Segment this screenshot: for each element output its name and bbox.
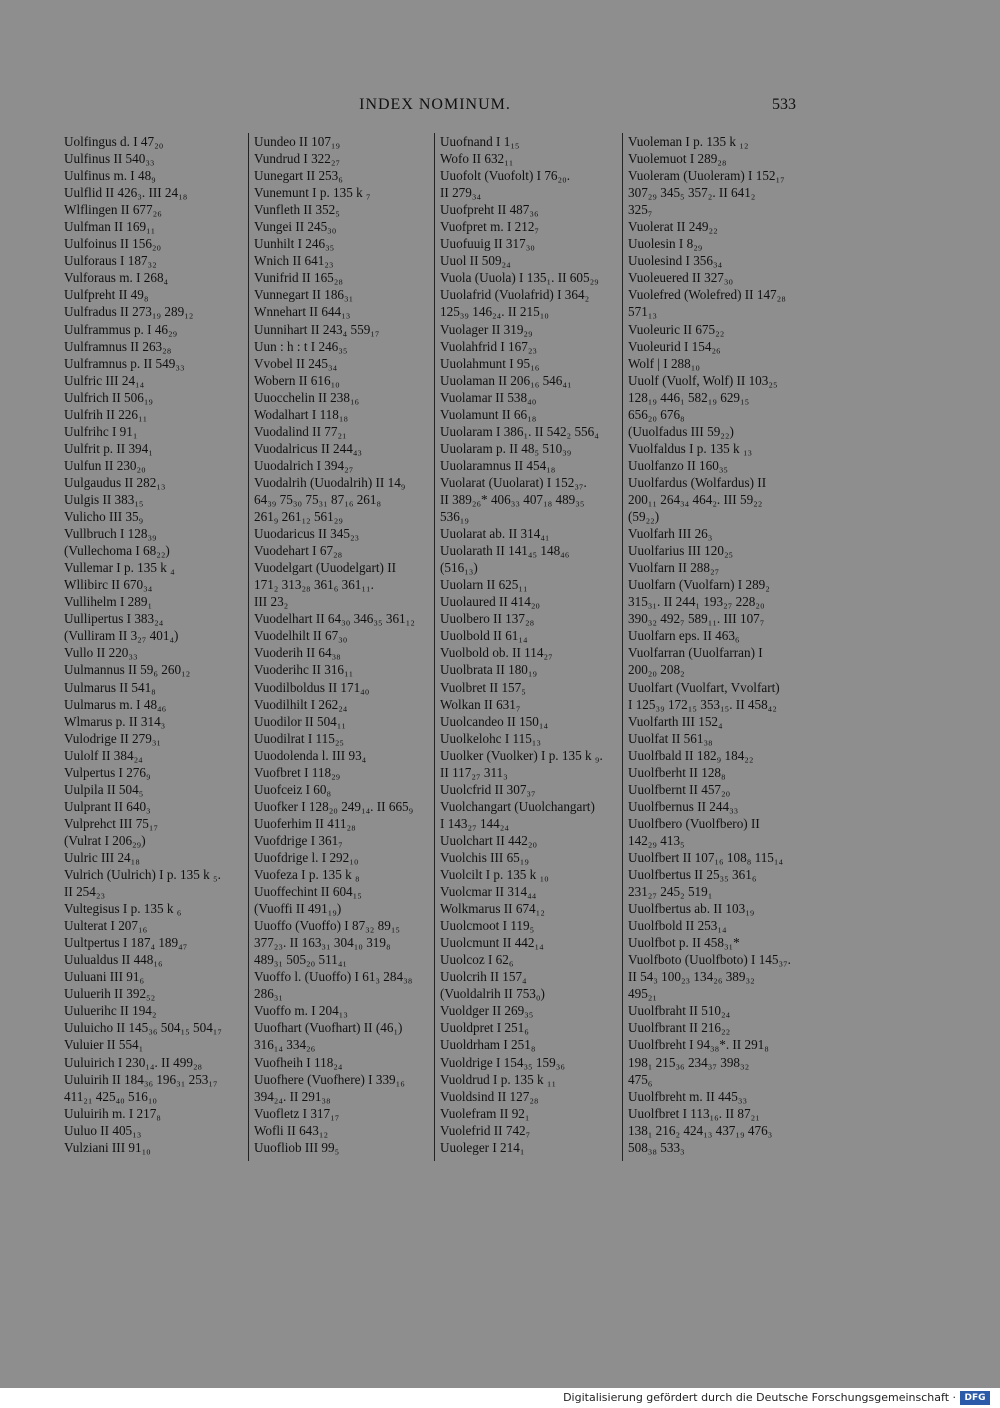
index-entry: 536₁₉ <box>440 509 469 525</box>
index-entry: Uulforaus I 187₃₂ <box>64 253 157 269</box>
index-entry: Uuolarat ab. II 314₄₁ <box>440 526 550 542</box>
index-entry: 656₂₀ 676₈ <box>628 406 685 422</box>
index-entry: Vuoderih II 64₃₈ <box>254 645 341 661</box>
index-entry: Vuofletz I 317₁₇ <box>254 1105 340 1121</box>
index-entry: 231₂₇ 245₂ 519₁ <box>628 884 713 900</box>
index-entry: 394₂₄. II 291₃₈ <box>254 1088 331 1104</box>
index-entry: 495₂₁ <box>628 986 657 1002</box>
index-entry: Uuluirich I 230₁₄. II 499₂₈ <box>64 1054 203 1070</box>
index-entry: Uuolchart II 442₂₀ <box>440 832 538 848</box>
index-entry: Vuodelhilt II 67₃₀ <box>254 628 348 644</box>
index-entry: Uuodalrich I 394₂₇ <box>254 457 354 473</box>
index-entry: 200₂₀ 208₂ <box>628 662 685 678</box>
index-entry: Uuolafrid (Vuolafrid) I 364₂ <box>440 287 590 303</box>
index-entry: Vuolemuot I 289₂₈ <box>628 151 727 167</box>
index-entry: Vulrich (Uulrich) I p. 135 k ₅. <box>64 867 221 883</box>
index-entry: Uuolcmoot I 119₅ <box>440 918 535 934</box>
index-entry: Vuolarat (Uuolarat) I 152₃₇. <box>440 474 587 490</box>
index-entry: Uuolaram I 386₁. II 542₂ 556₄ <box>440 423 599 439</box>
index-entry: (516₁₃) <box>440 560 478 576</box>
index-entry: Uuolcrih II 157₄ <box>440 969 527 985</box>
index-entry: Vuolager II 319₂₉ <box>440 321 533 337</box>
index-entry: Uulterat I 207₁₆ <box>64 918 148 934</box>
index-entry: 198₁ 215₃₆ 234₃₇ 398₃₂ <box>628 1054 750 1070</box>
index-entry: Wlflingen II 677₂₆ <box>64 202 162 218</box>
index-entry: Uulualdus II 448₁₆ <box>64 952 163 968</box>
index-entry: Uulfrich II 506₁₉ <box>64 389 154 405</box>
index-entry: Wllibirc II 670₃₄ <box>64 577 153 593</box>
index-entry: Uuolfbernt II 457₂₀ <box>628 781 731 797</box>
index-entry: Vultegisus I p. 135 k ₆ <box>64 901 182 917</box>
index-entry: Uulmarus II 541₈ <box>64 679 156 695</box>
index-entry: (Vullechoma I 68₂₂) <box>64 543 170 559</box>
index-entry: I 143₂₇ 144₂₄ <box>440 815 509 831</box>
index-entry: Wodalhart I 118₁₈ <box>254 406 349 422</box>
index-entry: Vullemar I p. 135 k ₄ <box>64 560 175 576</box>
index-entry: Uulric III 24₁₈ <box>64 849 140 865</box>
index-entry: Uuofnand I 1₁₅ <box>440 134 520 149</box>
index-entry: Uulmarus m. I 48₄₆ <box>64 696 167 712</box>
index-entry: Uuolfarn (Vuolfarn) I 289₂ <box>628 577 770 593</box>
index-entry: Uulfoinus II 156₂₀ <box>64 236 162 252</box>
index-entry: Uultpertus I 187₄ 189₄₇ <box>64 935 188 951</box>
index-entry: 286₃₁ <box>254 986 283 1002</box>
index-entry: Uunhilt I 246₃₅ <box>254 236 335 252</box>
index-entry: Uuodilrat I 115₂₅ <box>254 730 345 746</box>
index-entry: Uulolf II 384₂₄ <box>64 747 143 763</box>
index-entry: 475₆ <box>628 1071 653 1087</box>
index-entry: 325₇ <box>628 202 653 218</box>
index-entry: Vuodilboldus II 171₄₀ <box>254 679 370 695</box>
index-entry: Vuolfarh III 26₃ <box>628 526 713 542</box>
index-entry: Vuoleuric II 675₂₂ <box>628 321 725 337</box>
index-entry: Vuolerat II 249₂₂ <box>628 219 718 235</box>
index-entry: Uulfradus II 273₁₉ 289₁₂ <box>64 304 194 320</box>
index-entry: (59₂₂) <box>628 509 660 525</box>
index-entry: Vungei II 245₃₀ <box>254 219 337 235</box>
footer-bar <box>0 1388 1000 1408</box>
index-entry: Uuofdrige l. I 292₁₀ <box>254 849 359 865</box>
index-entry: Uuolcoz I 62₆ <box>440 952 514 968</box>
index-entry: Uuolfbraht II 510₂₄ <box>628 1003 731 1019</box>
index-entry: Uuolarn II 625₁₁ <box>440 577 528 593</box>
index-column-4 <box>628 133 810 1156</box>
index-entry: Vuolefram II 92₁ <box>440 1105 530 1121</box>
index-entry: Uuolfat II 561₃₈ <box>628 730 713 746</box>
index-entry: Uunnihart II 243₄ 559₁₇ <box>254 321 380 337</box>
index-entry: Uuoldrham I 251₈ <box>440 1037 536 1053</box>
index-entry: Uunegart II 253₆ <box>254 168 343 184</box>
index-entry: 571₁₃ <box>628 304 657 320</box>
index-entry: Vuolefrid II 742₇ <box>440 1122 531 1138</box>
index-entry: Wnich II 641₂₃ <box>254 253 334 269</box>
index-entry: 125₃₉ 146₂₄. II 215₁₀ <box>440 304 549 320</box>
index-entry: (Uuolfadus III 59₂₂) <box>628 423 734 439</box>
index-entry: Uuolarath II 141₄₅ 148₄₆ <box>440 543 570 559</box>
index-entry: Uuolfbrant II 216₂₂ <box>628 1020 731 1036</box>
index-entry: Vuolbret II 157₅ <box>440 679 526 695</box>
index-entry: Vuluier II 554₁ <box>64 1037 144 1053</box>
index-entry: Uuolahmunt I 95₁₆ <box>440 355 540 371</box>
index-entry: Uuolesind I 356₃₄ <box>628 253 723 269</box>
index-entry: Uulfinus II 540₃₃ <box>64 151 155 167</box>
index-entry: Uuodaricus II 345₂₃ <box>254 526 360 542</box>
index-entry: Uulframnus II 263₂₈ <box>64 338 172 354</box>
index-entry: Uuolbero II 137₂₈ <box>440 611 535 627</box>
index-entry: Vuoldger II 269₃₅ <box>440 1003 534 1019</box>
index-entry: Uuofceiz I 60₈ <box>254 781 332 797</box>
index-entry: Uulpila II 504₅ <box>64 781 144 797</box>
index-entry: Uuolaured II 414₂₀ <box>440 594 541 610</box>
index-entry: Uulframnus p. II 549₃₃ <box>64 355 185 371</box>
index-entry: Uuolfbald II 182₉ 184₂₂ <box>628 747 754 763</box>
index-entry: Uulfpreht II 49₈ <box>64 287 149 303</box>
index-entry: II 254₂₃ <box>64 884 106 900</box>
index-entry: Vuolfarn II 288₂₇ <box>628 560 720 576</box>
index-entry: Uuodilor II 504₁₁ <box>254 713 346 729</box>
index-entry: Uulfrihc I 91₁ <box>64 423 138 439</box>
index-entry: Vuolfboto (Uuolfboto) I 145₃₇. <box>628 952 791 968</box>
index-entry: Vuodelhart II 64₃₀ 346₃₅ 361₁₂ <box>254 611 415 627</box>
index-entry: Vullo II 220₃₃ <box>64 645 138 661</box>
index-entry: Vuolcilt I p. 135 k ₁₀ <box>440 867 549 883</box>
column-divider <box>248 133 249 1161</box>
index-entry: 508₃₈ 533₃ <box>628 1139 685 1155</box>
index-entry: Uuolbrata II 180₁₉ <box>440 662 538 678</box>
index-entry: Vuolbold ob. II 114₂₇ <box>440 645 553 661</box>
index-entry: Uuluerihc II 194₂ <box>64 1003 157 1019</box>
index-entry: 377₂₃. II 163₃₁ 304₁₀ 319₈ <box>254 935 391 951</box>
index-entry: Vuolcmar II 314₄₄ <box>440 884 537 900</box>
index-entry: Uuluicho II 145₃₆ 504₁₅ 504₁₇ <box>64 1020 222 1036</box>
index-entry: Vulprehct III 75₁₇ <box>64 815 159 831</box>
index-entry: 171₂ 313₂₈ 361₆ 361₁₁. <box>254 577 374 593</box>
index-entry: Vuolchangart (Uuolchangart) <box>440 798 595 814</box>
index-entry: Uuolker (Vuolker) I p. 135 k ₉. <box>440 747 603 763</box>
index-entry: Uuluo II 405₁₃ <box>64 1122 142 1138</box>
index-entry: 315₃₁. II 244₁ 193₂₇ 228₂₀ <box>628 594 765 610</box>
index-entry: Vuolamunt II 66₁₈ <box>440 406 537 422</box>
index-entry: Uuoleger I 214₁ <box>440 1139 525 1155</box>
index-entry: Vuoleurid I 154₂₆ <box>628 338 721 354</box>
index-entry: Uundeo II 107₁₉ <box>254 134 341 149</box>
dfg-logo: DFG <box>960 1391 990 1405</box>
index-entry: Uuolesin I 8₂₉ <box>628 236 703 252</box>
column-divider <box>434 133 435 1161</box>
index-entry: Wolf | I 288₁₀ <box>628 355 700 371</box>
index-entry: 142₂₉ 413₅ <box>628 832 685 848</box>
index-entry: Uuolcmunt II 442₁₄ <box>440 935 544 951</box>
index-entry: Uuolfbold II 253₁₄ <box>628 918 727 934</box>
index-entry: Uulprant II 640₃ <box>64 798 151 814</box>
index-entry: Vulforaus m. I 268₄ <box>64 270 169 286</box>
index-entry: Uuolcfrid II 307₃₇ <box>440 781 536 797</box>
index-entry: Wolkmarus II 674₁₂ <box>440 901 545 917</box>
index-entry: Uuolkelohc I 115₁₃ <box>440 730 541 746</box>
index-entry: Vundrud I 322₂₇ <box>254 151 341 167</box>
index-entry: Vulodrige II 279₃₁ <box>64 730 162 746</box>
index-entry: 390₃₂ 492₇ 589₁₁. III 107₇ <box>628 611 765 627</box>
index-entry: I 125₃₉ 172₁₅ 353₁₅. II 458₄₂ <box>628 696 777 712</box>
index-entry: Uuolfarn eps. II 463₆ <box>628 628 740 644</box>
index-entry: Vvobel II 245₃₄ <box>254 355 338 371</box>
index-entry: Uuolfbertus ab. II 103₁₉ <box>628 901 755 917</box>
index-entry: Uulfun II 230₂₀ <box>64 457 146 473</box>
index-entry: (Vuoffi II 491₁₉) <box>254 901 342 917</box>
index-entry: Uuolfbreht m. II 445₃₃ <box>628 1088 748 1104</box>
index-entry: Uuluirih m. I 217₈ <box>64 1105 161 1121</box>
index-entry: Uuodolenda l. III 93₄ <box>254 747 367 763</box>
index-entry: Uuolaramnus II 454₁₈ <box>440 457 556 473</box>
index-entry: Vuodalricus II 244₄₃ <box>254 440 363 456</box>
index-entry: (Vuoldalrih II 753₀) <box>440 986 545 1002</box>
index-entry: Uuolfbertus II 25₃₅ 361₆ <box>628 867 757 883</box>
index-entry: Vuoderihc II 316₁₁ <box>254 662 354 678</box>
index-entry: Uuolfanzo II 160₃₅ <box>628 457 729 473</box>
page-number: 533 <box>772 96 796 113</box>
column-divider <box>622 133 623 1161</box>
index-entry: Uuluirih II 184₃₆ 196₃₁ 253₁₇ <box>64 1071 218 1087</box>
index-entry: Uuolfart (Vuolfart, Vvolfart) <box>628 679 780 695</box>
index-entry: (Vulliram II 3₂₇ 401₄) <box>64 628 179 644</box>
index-entry: Uuolfbreht I 94₃₈*. II 291₈ <box>628 1037 769 1053</box>
index-entry: Uun : h : t I 246₃₅ <box>254 338 348 354</box>
index-entry: Wlmarus p. II 314₃ <box>64 713 166 729</box>
index-entry: Uuol II 509₂₄ <box>440 253 511 269</box>
index-entry: Uuolfbernus II 244₃₃ <box>628 798 739 814</box>
index-entry: III 23₂ <box>254 594 289 610</box>
index-entry: Vuolchis III 65₁₉ <box>440 849 529 865</box>
index-entry: Vuodalind II 77₂₁ <box>254 423 347 439</box>
index-entry: Vunnegart II 186₃₁ <box>254 287 354 303</box>
index-entry: Vuolamar II 538₄₀ <box>440 389 537 405</box>
index-entry: Vuolfarth III 152₄ <box>628 713 723 729</box>
index-entry: Vuoldrige I 154₃₅ 159₃₆ <box>440 1054 565 1070</box>
index-entry: Vuoffo l. (Uuoffo) I 61₃ 284₃₈ <box>254 969 413 985</box>
index-entry: Uulfrih II 226₁₁ <box>64 406 148 422</box>
index-column-1 <box>64 133 242 1156</box>
index-entry: Uuoferhim II 411₂₈ <box>254 815 356 831</box>
index-entry: Uulgis II 383₁₅ <box>64 491 144 507</box>
index-entry: II 389₂₆* 406₃₃ 407₁₈ 489₃₅ <box>440 491 585 507</box>
index-entry: Uulmannus II 59₆ 260₁₂ <box>64 662 191 678</box>
index-entry: Vuofpret m. I 212₇ <box>440 219 540 235</box>
index-entry: Vuodelgart (Uuodelgart) II <box>254 560 397 576</box>
index-entry: Vunemunt I p. 135 k ₇ <box>254 185 371 201</box>
index-entry: Uuofker I 128₂₀ 249₁₄. II 665₉ <box>254 798 414 814</box>
index-entry: Wnnehart II 644₁₃ <box>254 304 351 320</box>
index-entry: Uuluani III 91₆ <box>64 969 145 985</box>
index-entry: Uulgaudus II 282₁₃ <box>64 474 166 490</box>
index-entry: Uuofuuig II 317₃₀ <box>440 236 535 252</box>
index-entry: (Vulrat I 206₂₉) <box>64 832 146 848</box>
index-entry: Vuoleman I p. 135 k ₁₂ <box>628 134 749 149</box>
index-entry: Uulfric III 24₁₄ <box>64 372 145 388</box>
index-column-3 <box>440 133 622 1156</box>
index-entry: Uuolfbert II 107₁₆ 108₈ 115₁₄ <box>628 849 784 865</box>
index-entry: Vuofdrige I 361₇ <box>254 832 343 848</box>
index-entry: Uuolfbero (Vuolfbero) II <box>628 815 760 831</box>
index-entry: Uuolcandeo II 150₁₄ <box>440 713 549 729</box>
index-entry: Uulframmus p. I 46₂₉ <box>64 321 178 337</box>
index-entry: 307₂₉ 345₅ 357₂. II 641₂ <box>628 185 756 201</box>
index-entry: Vuodilhilt I 262₂₄ <box>254 696 348 712</box>
index-entry: Vulpertus I 276₉ <box>64 764 151 780</box>
index-entry: Vuodalrih (Uuodalrih) II 14₉ <box>254 474 406 490</box>
index-entry: Uuofliob III 99₅ <box>254 1139 340 1155</box>
index-entry: 261₉ 261₁₂ 561₂₉ <box>254 509 343 525</box>
index-entry: Uulflid II 426₃. III 24₁₈ <box>64 185 188 201</box>
index-entry: Uuolf (Vuolf, Wolf) II 103₂₅ <box>628 372 778 388</box>
index-entry: Vulicho III 35₉ <box>64 509 144 525</box>
index-entry: Uuofolt (Vuofolt) I 76₂₀. <box>440 168 571 184</box>
index-entry: Vuolfaldus I p. 135 k ₁₃ <box>628 440 753 456</box>
index-entry: Uuocchelin II 238₁₆ <box>254 389 360 405</box>
index-entry: 489₃₁ 505₂₀ 511₄₁ <box>254 952 348 968</box>
index-entry: Uuolfardus (Wolfardus) II <box>628 474 767 490</box>
funding-credit: Digitalisierung gefördert durch die Deutsche Forschungsgemeinschaft · <box>563 1391 956 1404</box>
index-entry: Wofo II 632₁₁ <box>440 151 514 167</box>
page-title: INDEX NOMINUM. <box>359 96 511 113</box>
index-entry: Vunfleth II 352₅ <box>254 202 340 218</box>
index-entry: Vuola (Uuola) I 135₁. II 605₂₉ <box>440 270 599 286</box>
index-entry: Vuoldsind II 127₂₈ <box>440 1088 539 1104</box>
index-entry: Uuofhart (Vuofhart) II (46₁) <box>254 1020 403 1036</box>
index-entry: Uuoffechint II 604₁₅ <box>254 884 362 900</box>
index-entry: Vulziani III 91₁₀ <box>64 1139 151 1155</box>
index-entry: Vuofeza I p. 135 k ₈ <box>254 867 360 883</box>
index-entry: Vuolfarran (Uuolfarran) I <box>628 645 763 661</box>
index-entry: Vuofheih I 118₂₄ <box>254 1054 343 1070</box>
index-entry: 138₁ 216₂ 424₁₃ 437₁₉ 476₃ <box>628 1122 773 1138</box>
index-entry: Uuolfbot p. II 458₃₁* <box>628 935 740 951</box>
index-entry: Uuolfberht II 128₈ <box>628 764 726 780</box>
index-entry: Uuolfbret I 113₁₆. II 87₂₁ <box>628 1105 760 1121</box>
index-entry: II 117₂₇ 311₃ <box>440 764 508 780</box>
index-entry: Uuolfarius III 120₂₅ <box>628 543 734 559</box>
index-entry: Vuolefred (Wolefred) II 147₂₈ <box>628 287 786 303</box>
index-entry: Uolfingus d. I 47₂₀ <box>64 134 164 149</box>
index-entry: Uuoldpret I 251₆ <box>440 1020 529 1036</box>
index-entry: Vuoffo m. I 204₁₃ <box>254 1003 348 1019</box>
index-entry: II 279₃₄ <box>440 185 482 201</box>
index-entry: Vunifrid II 165₂₈ <box>254 270 343 286</box>
index-entry: Uuofpreht II 487₃₆ <box>440 202 539 218</box>
index-entry: Vuoldrud I p. 135 k ₁₁ <box>440 1071 557 1087</box>
index-column-2 <box>254 133 432 1156</box>
index-entry: Vuolahfrid I 167₂₃ <box>440 338 538 354</box>
index-entry: II 54₃ 100₂₃ 134₂₆ 389₃₂ <box>628 969 755 985</box>
index-entry: Uuoffo (Vuoffo) I 87₃₂ 89₁₅ <box>254 918 401 934</box>
index-entry: Wobern II 616₁₀ <box>254 372 340 388</box>
index-entry: 411₂₁ 425₄₀ 516₁₀ <box>64 1088 158 1104</box>
index-entry: Uulfinus m. I 48₉ <box>64 168 156 184</box>
index-entry: Uuofhere (Vuofhere) I 339₁₆ <box>254 1071 405 1087</box>
index-entry: 64₃₉ 75₃₀ 75₃₁ 87₁₆ 261₈ <box>254 491 382 507</box>
index-entry: Wofli II 643₁₂ <box>254 1122 329 1138</box>
index-entry: 316₁₄ 334₂₆ <box>254 1037 316 1053</box>
index-entry: Vuoleuered II 327₃₀ <box>628 270 734 286</box>
index-entry: Wolkan II 631₇ <box>440 696 521 712</box>
index-entry: Uuluerih II 392₅₂ <box>64 986 156 1002</box>
index-entry: Vuoleram (Uuoleram) I 152₁₇ <box>628 168 785 184</box>
index-entry: Vuofbret I 118₂₉ <box>254 764 341 780</box>
index-entry: Uuolaram p. II 48₅ 510₃₉ <box>440 440 572 456</box>
index-entry: Uuolaman II 206₁₆ 546₄₁ <box>440 372 572 388</box>
index-entry: Vuodehart I 67₂₈ <box>254 543 343 559</box>
index-entry: 128₁₉ 446₁ 582₁₉ 629₁₅ <box>628 389 750 405</box>
index-entry: Uuolbold II 61₁₄ <box>440 628 528 644</box>
index-entry: Uulfrit p. II 394₁ <box>64 440 153 456</box>
index-entry: Uulfman II 169₁₁ <box>64 219 156 235</box>
index-entry: Vullihelm I 289₁ <box>64 594 153 610</box>
index-entry: Uullipertus I 383₂₄ <box>64 611 164 627</box>
index-entry: Vullbruch I 128₃₉ <box>64 526 157 542</box>
index-entry: 200₁₁ 264₃₄ 464₂. III 59₂₂ <box>628 491 763 507</box>
